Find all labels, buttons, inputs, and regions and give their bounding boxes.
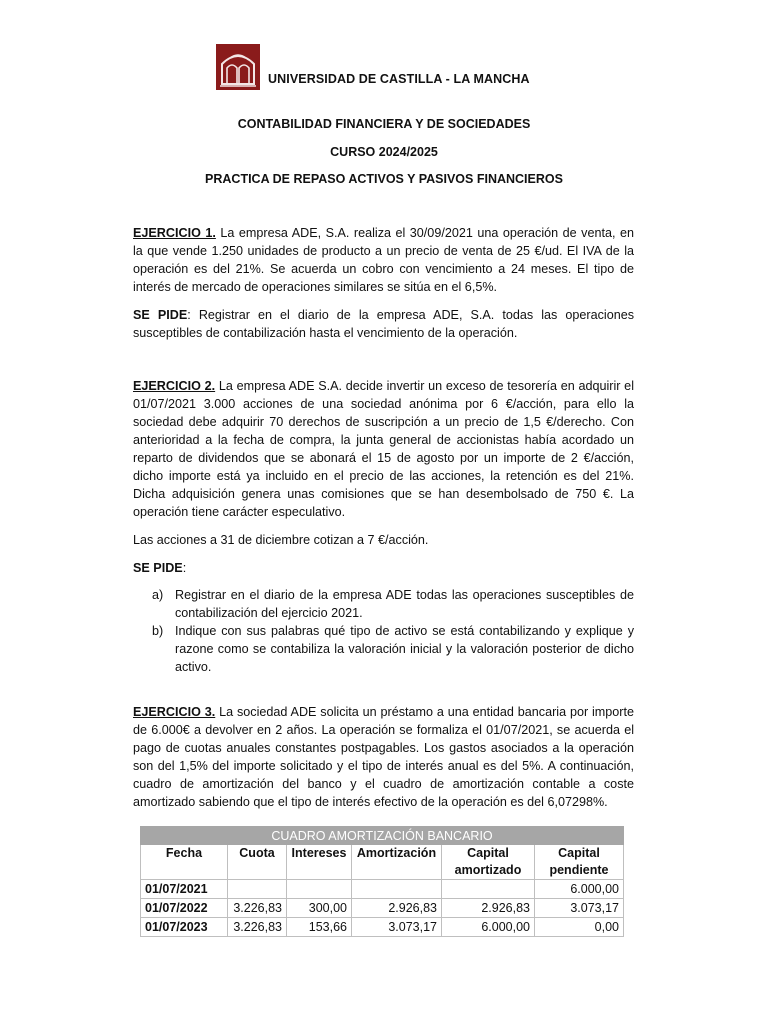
list-item <box>152 586 634 622</box>
cell-capital-pending: 0,00 <box>535 918 624 937</box>
table-header-row <box>141 845 624 880</box>
cell-capital-amortized <box>442 880 535 899</box>
list-item-text: Registrar en el diario de la empresa ADE todas las operaciones susceptibles de contabilización del ejercicio 2021. <box>175 588 634 620</box>
col-header-interest: Intereses <box>287 845 352 880</box>
exercise-1-statement <box>133 224 634 296</box>
university-logo <box>216 44 260 90</box>
cell-date: 01/07/2022 <box>141 899 228 918</box>
col-header-capital-amortized: Capital amortizado <box>442 845 535 880</box>
table-row <box>141 918 624 937</box>
list-marker: b) <box>152 624 164 638</box>
cell-date: 01/07/2023 <box>141 918 228 937</box>
cell-payment: 3.226,83 <box>228 918 287 937</box>
exercise-2-request <box>133 559 634 577</box>
cell-capital-amortized: 6.000,00 <box>442 918 535 937</box>
exercise-2-text: La empresa ADE S.A. decide invertir un exceso de tesorería en adquirir el 01/07/2021 3.000 acciones de una sociedad anónima por 6 €/acción, para ello la sociedad debe adquirir 70 derechos de suscripción a un precio de 1,5 €/derecho. Con anterioridad a la fecha de compra, la junta general de accionistas había acordado un reparto de dividendos que se abonará el 15 de agosto por un importe de 2 €/acción, dicho importe está ya incluido en el precio de las acciones, la retención es del 21%. Dicha adquisición genera unas comisiones que se han desembolsado de 750 €. La operación tiene carácter especulativo. <box>133 379 634 519</box>
exercise-2-label: EJERCICIO 2. <box>133 379 216 393</box>
amortization-table <box>140 826 624 937</box>
cell-interest <box>287 880 352 899</box>
practice-title: PRACTICA DE REPASO ACTIVOS Y PASIVOS FINANCIEROS <box>205 172 563 186</box>
cell-payment <box>228 880 287 899</box>
col-header-capital-pending: Capital pendiente <box>535 845 624 880</box>
col-header-date: Fecha <box>141 845 228 880</box>
cell-capital-pending: 6.000,00 <box>535 880 624 899</box>
exercise-2-ask-colon: : <box>182 561 187 575</box>
exercise-3-text: La sociedad ADE solicita un préstamo a una entidad bancaria por importe de 6.000€ a devolver en 2 años. La operación se formaliza el 01/07/2021, se acuerda el pago de cuotas anuales constantes postpagables. Los gastos asociados a la operación son del 1,5% del importe solicitado y el tipo de interés anual es del 5%. A continuación, cuadro de amortización del banco y el cuadro de amortización contable a coste amortizado sabiendo que el tipo de interés efectivo de la operación es del 6,07298%. <box>133 705 634 809</box>
cell-payment: 3.226,83 <box>228 899 287 918</box>
subject-title: CONTABILIDAD FINANCIERA Y DE SOCIEDADES <box>237 117 531 131</box>
exercise-2-ask-label: SE PIDE <box>133 561 183 575</box>
course-title: CURSO 2024/2025 <box>330 145 438 159</box>
exercise-2-statement <box>133 377 634 521</box>
list-item-text: Indique con sus palabras qué tipo de activo se está contabilizando y explique y razone como se contabiliza la valoración inicial y la valoración posterior de dicho activo. <box>175 624 634 674</box>
cell-amortization <box>352 880 442 899</box>
exercise-1-ask-label: SE PIDE <box>133 308 188 322</box>
cell-amortization: 2.926,83 <box>352 899 442 918</box>
cell-date: 01/07/2021 <box>141 880 228 899</box>
university-name: UNIVERSIDAD DE CASTILLA - LA MANCHA <box>268 72 530 86</box>
cell-amortization: 3.073,17 <box>352 918 442 937</box>
exercise-2-items <box>152 586 634 676</box>
table-row <box>141 880 624 899</box>
list-item <box>152 622 634 676</box>
table-caption: CUADRO AMORTIZACIÓN BANCARIO <box>141 827 624 845</box>
university-seal-icon <box>216 44 260 90</box>
exercise-1-text: La empresa ADE, S.A. realiza el 30/09/2021 una operación de venta, en la que vende 1.250 unidades de producto a un precio de venta de 25 €/ud. El IVA de la operación es del 21%. Se acuerda un cobro con vencimiento a 24 meses. El tipo de interés de mercado de operaciones similares se sitúa en el 6,5%. <box>133 226 634 294</box>
exercise-1-label: EJERCICIO 1. <box>133 226 216 240</box>
cell-interest: 153,66 <box>287 918 352 937</box>
col-header-payment: Cuota <box>228 845 287 880</box>
col-header-amortization: Amortización <box>352 845 442 880</box>
exercise-3-label: EJERCICIO 3. <box>133 705 216 719</box>
table-row <box>141 899 624 918</box>
cell-capital-pending: 3.073,17 <box>535 899 624 918</box>
cell-interest: 300,00 <box>287 899 352 918</box>
exercise-1-ask-text: : Registrar en el diario de la empresa ADE, S.A. todas las operaciones susceptibles de contabilización hasta el vencimiento de la operación. <box>133 308 634 340</box>
exercise-3-statement <box>133 703 634 811</box>
cell-capital-amortized: 2.926,83 <box>442 899 535 918</box>
exercise-2-quote: Las acciones a 31 de diciembre cotizan a 7 €/acción. <box>133 533 429 547</box>
exercise-1-request <box>133 306 634 342</box>
list-marker: a) <box>152 588 164 602</box>
